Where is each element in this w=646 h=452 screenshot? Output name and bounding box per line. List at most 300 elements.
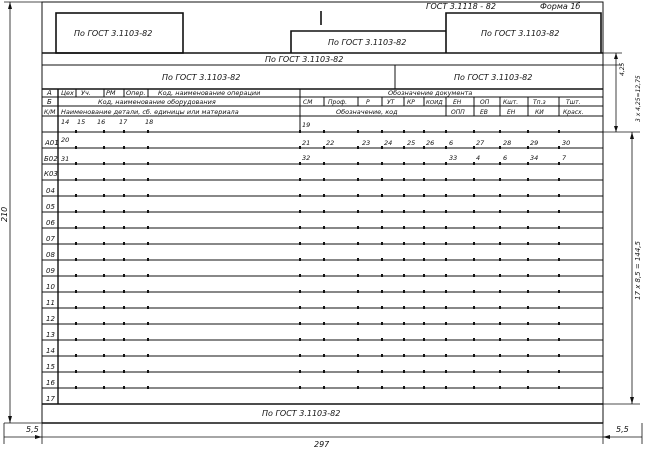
column-tick — [403, 274, 405, 277]
col-prof: Проф. — [328, 99, 348, 106]
column-tick — [147, 274, 149, 277]
column-tick — [423, 338, 425, 341]
column-tick — [558, 194, 560, 197]
column-tick — [423, 290, 425, 293]
dim-width: 297 — [314, 440, 330, 449]
column-tick — [558, 306, 560, 309]
column-tick — [357, 226, 359, 229]
column-tick — [323, 162, 325, 165]
column-tick — [357, 162, 359, 165]
column-tick — [558, 370, 560, 373]
column-tick — [123, 226, 125, 229]
column-tick — [103, 338, 105, 341]
column-tick — [445, 178, 447, 181]
column-tick — [403, 386, 405, 389]
column-tick — [75, 162, 77, 165]
column-tick — [499, 354, 501, 357]
column-tick — [473, 370, 475, 373]
column-tick — [75, 210, 77, 213]
column-tick — [473, 258, 475, 261]
column-tick — [381, 194, 383, 197]
column-tick — [323, 386, 325, 389]
column-tick — [445, 290, 447, 293]
column-tick — [473, 178, 475, 181]
column-tick — [357, 178, 359, 181]
row02-n29: 29 — [530, 139, 539, 147]
column-tick — [357, 306, 359, 309]
row01-n19: 19 — [302, 121, 311, 129]
column-tick — [499, 322, 501, 325]
column-tick — [75, 354, 77, 357]
column-tick — [299, 338, 301, 341]
column-tick — [147, 322, 149, 325]
column-tick — [299, 274, 301, 277]
col-r: Р — [366, 99, 370, 106]
column-tick — [499, 274, 501, 277]
row01-n15: 15 — [77, 118, 86, 126]
column-tick — [357, 242, 359, 245]
col-oboznach-doc: Обозначение документа — [388, 89, 473, 97]
column-tick — [381, 258, 383, 261]
column-tick — [147, 162, 149, 165]
col-kod-oper: Код, наименование операции — [158, 89, 261, 97]
column-tick — [473, 386, 475, 389]
column-tick — [103, 290, 105, 293]
col-en: ЕН — [453, 99, 462, 106]
col-naim: Наименование детали, сб. единицы или материала — [61, 108, 239, 116]
column-tick — [499, 210, 501, 213]
column-tick — [499, 258, 501, 261]
column-tick — [123, 178, 125, 181]
row01-n16: 16 — [97, 118, 106, 126]
column-tick — [357, 338, 359, 341]
column-tick — [558, 354, 560, 357]
column-tick — [381, 162, 383, 165]
column-tick — [403, 338, 405, 341]
column-tick — [473, 338, 475, 341]
column-tick — [473, 210, 475, 213]
column-tick — [103, 146, 105, 149]
column-tick — [123, 162, 125, 165]
line-number: 10 — [46, 283, 55, 291]
column-tick — [403, 242, 405, 245]
dim-left-margin: 5,5 — [26, 425, 39, 434]
dimension-arrows — [8, 2, 634, 439]
column-tick — [123, 354, 125, 357]
column-tick — [499, 130, 501, 133]
column-tick — [381, 338, 383, 341]
column-tick — [403, 162, 405, 165]
column-tick — [147, 370, 149, 373]
column-tick — [403, 322, 405, 325]
column-tick — [499, 290, 501, 293]
column-tick — [499, 226, 501, 229]
column-tick — [423, 226, 425, 229]
column-tick — [499, 178, 501, 181]
column-tick — [103, 130, 105, 133]
column-tick — [147, 146, 149, 149]
column-tick — [527, 370, 529, 373]
column-tick — [123, 322, 125, 325]
column-tick — [323, 274, 325, 277]
column-tick — [323, 290, 325, 293]
column-tick — [75, 370, 77, 373]
column-tick — [473, 354, 475, 357]
column-tick — [527, 354, 529, 357]
column-tick — [323, 242, 325, 245]
column-tick — [147, 226, 149, 229]
column-tick — [75, 130, 77, 133]
column-tick — [558, 146, 560, 149]
column-tick — [75, 290, 77, 293]
column-tick — [423, 194, 425, 197]
row02-n27: 27 — [476, 139, 485, 147]
column-tick — [527, 194, 529, 197]
forma-label: Форма 1б — [540, 2, 581, 11]
column-tick — [527, 130, 529, 133]
row02-n6: 6 — [449, 139, 454, 147]
column-tick — [147, 386, 149, 389]
column-tick — [445, 386, 447, 389]
column-tick — [147, 178, 149, 181]
column-tick — [423, 242, 425, 245]
column-tick — [445, 194, 447, 197]
row03-n34: 34 — [530, 154, 539, 162]
col-ut: УТ — [387, 99, 395, 106]
column-tick — [123, 306, 125, 309]
column-tick — [381, 354, 383, 357]
column-tick — [445, 354, 447, 357]
line-number: 11 — [46, 299, 55, 307]
column-tick — [499, 386, 501, 389]
column-tick — [299, 130, 301, 133]
column-tick — [357, 258, 359, 261]
column-tick — [527, 386, 529, 389]
band-right-label: По ГОСТ 3.1103-82 — [454, 73, 533, 82]
column-tick — [323, 194, 325, 197]
col-opp: ОПП — [451, 109, 465, 116]
column-tick — [123, 386, 125, 389]
column-tick — [381, 386, 383, 389]
row02-n25: 25 — [407, 139, 416, 147]
column-tick — [558, 386, 560, 389]
row-km-label: К/М — [44, 109, 56, 116]
column-tick — [403, 178, 405, 181]
dim-rows-side: 17 х 8,5 = 144,5 — [634, 241, 642, 300]
line-number: 04 — [46, 187, 55, 195]
column-tick — [381, 306, 383, 309]
column-tick — [423, 146, 425, 149]
column-tick — [527, 242, 529, 245]
column-tick — [299, 146, 301, 149]
column-tick — [423, 130, 425, 133]
column-tick — [403, 354, 405, 357]
column-tick — [299, 386, 301, 389]
footer-label: По ГОСТ 3.1103-82 — [262, 409, 341, 418]
row02-n22: 22 — [326, 139, 335, 147]
row-a-label: А — [47, 89, 52, 97]
row02-n30: 30 — [562, 139, 571, 147]
column-tick — [473, 274, 475, 277]
row02-n21: 21 — [302, 139, 311, 147]
line-number: 15 — [46, 363, 55, 371]
column-tick — [423, 386, 425, 389]
line-number: 14 — [46, 347, 55, 355]
col-tpz: Тп.з — [533, 99, 546, 106]
col-koid: КОИД — [426, 100, 443, 106]
column-tick — [403, 130, 405, 133]
table-body-lines — [42, 132, 603, 404]
column-tick — [323, 210, 325, 213]
column-tick — [75, 322, 77, 325]
column-tick — [299, 194, 301, 197]
column-tick — [499, 306, 501, 309]
column-tick — [357, 370, 359, 373]
column-tick — [75, 194, 77, 197]
column-tick — [499, 338, 501, 341]
column-tick — [445, 258, 447, 261]
column-tick — [123, 210, 125, 213]
column-tick — [299, 162, 301, 165]
row02-n26: 26 — [426, 139, 435, 147]
column-tick — [123, 338, 125, 341]
column-tick — [473, 290, 475, 293]
column-tick — [403, 306, 405, 309]
column-tick — [473, 146, 475, 149]
column-tick — [103, 322, 105, 325]
column-tick — [473, 322, 475, 325]
column-tick — [499, 162, 501, 165]
column-tick — [103, 370, 105, 373]
column-tick — [299, 306, 301, 309]
col-ceh: Цех — [61, 89, 74, 97]
column-tick — [527, 338, 529, 341]
column-tick — [123, 274, 125, 277]
column-tick — [527, 146, 529, 149]
column-tick — [323, 226, 325, 229]
col-uch: Уч. — [81, 89, 91, 97]
column-tick — [299, 210, 301, 213]
col-ki: КИ — [535, 109, 544, 116]
column-tick — [357, 274, 359, 277]
column-tick — [527, 258, 529, 261]
column-tick — [527, 210, 529, 213]
column-tick — [558, 130, 560, 133]
column-tick — [103, 162, 105, 165]
column-tick — [123, 130, 125, 133]
column-tick — [499, 242, 501, 245]
column-tick — [123, 194, 125, 197]
column-tick — [423, 162, 425, 165]
table-grid — [42, 89, 603, 404]
col-oboznach-kod: Обозначение, код — [336, 108, 398, 116]
gost-title: ГОСТ 3.1118 - 82 — [426, 2, 496, 11]
column-tick — [445, 274, 447, 277]
column-tick — [445, 210, 447, 213]
column-tick — [403, 194, 405, 197]
column-tick — [445, 130, 447, 133]
column-tick — [558, 290, 560, 293]
col-kod-obor: Код, наименование оборудования — [98, 98, 216, 106]
row02-n23: 23 — [362, 139, 371, 147]
dim-height: 210 — [0, 206, 9, 222]
row-b-label: Б — [47, 98, 52, 106]
col-tsht: Тшт. — [566, 99, 581, 106]
column-tick — [147, 210, 149, 213]
column-tick — [147, 258, 149, 261]
column-tick — [558, 338, 560, 341]
row03-n33: 33 — [449, 154, 458, 162]
column-tick — [299, 354, 301, 357]
column-tick — [527, 290, 529, 293]
column-tick — [445, 322, 447, 325]
row01-n18: 18 — [145, 118, 154, 126]
column-tick — [147, 130, 149, 133]
column-tick — [103, 194, 105, 197]
col-krash: Красх. — [563, 109, 584, 116]
dim-top-a: 4,25 — [619, 62, 626, 76]
column-tick — [147, 194, 149, 197]
column-tick — [75, 226, 77, 229]
column-tick — [445, 242, 447, 245]
column-tick — [75, 338, 77, 341]
column-tick — [299, 258, 301, 261]
line-number: 05 — [46, 203, 55, 211]
column-tick — [527, 306, 529, 309]
column-tick — [527, 226, 529, 229]
column-tick — [299, 242, 301, 245]
column-tick — [147, 354, 149, 357]
column-tick — [147, 242, 149, 245]
box-middle-label: По ГОСТ 3.1103-82 — [328, 38, 407, 47]
column-tick — [403, 210, 405, 213]
column-tick — [423, 178, 425, 181]
column-tick — [357, 354, 359, 357]
column-tick — [299, 178, 301, 181]
row03-n4: 4 — [476, 154, 481, 162]
column-tick — [558, 226, 560, 229]
column-tick — [103, 306, 105, 309]
column-tick — [75, 178, 77, 181]
column-tick — [147, 338, 149, 341]
column-tick — [323, 146, 325, 149]
column-tick — [357, 210, 359, 213]
row02-n24: 24 — [384, 139, 393, 147]
column-tick — [423, 322, 425, 325]
column-tick — [103, 386, 105, 389]
line-number: 16 — [46, 379, 55, 387]
column-tick — [527, 322, 529, 325]
dim-right-margin: 5,5 — [616, 425, 629, 434]
column-tick — [558, 242, 560, 245]
column-tick — [103, 274, 105, 277]
column-tick — [381, 242, 383, 245]
col-kr: КР — [407, 99, 415, 106]
column-tick — [381, 274, 383, 277]
column-tick — [381, 322, 383, 325]
column-tick — [445, 162, 447, 165]
column-tick — [357, 386, 359, 389]
column-tick — [381, 226, 383, 229]
column-tick — [473, 130, 475, 133]
line-number: 17 — [46, 395, 55, 403]
column-tick — [423, 370, 425, 373]
column-tick — [499, 194, 501, 197]
column-tick — [357, 194, 359, 197]
column-tick — [323, 370, 325, 373]
column-tick — [423, 210, 425, 213]
box-right-label: По ГОСТ 3.1103-82 — [481, 29, 560, 38]
column-tick — [323, 354, 325, 357]
column-tick — [445, 226, 447, 229]
column-tick — [473, 194, 475, 197]
column-tick — [123, 370, 125, 373]
column-tick — [323, 306, 325, 309]
column-tick — [499, 146, 501, 149]
column-tick — [103, 242, 105, 245]
column-tick — [323, 178, 325, 181]
column-tick — [381, 146, 383, 149]
row02-n20: 20 — [61, 136, 70, 144]
column-tick — [423, 354, 425, 357]
line-number: 13 — [46, 331, 55, 339]
column-tick — [357, 322, 359, 325]
column-tick — [103, 210, 105, 213]
column-tick — [473, 162, 475, 165]
col-op: ОП — [480, 99, 490, 106]
column-tick — [381, 178, 383, 181]
col-en2: ЕН — [507, 109, 516, 116]
column-tick — [357, 130, 359, 133]
column-tick — [403, 258, 405, 261]
column-tick — [558, 178, 560, 181]
column-tick — [323, 338, 325, 341]
col-ksht: Кшт. — [503, 99, 519, 106]
row02-n28: 28 — [503, 139, 512, 147]
column-tick — [473, 226, 475, 229]
column-tick — [123, 146, 125, 149]
row03-n6: 6 — [503, 154, 508, 162]
line-number: 12 — [46, 315, 55, 323]
column-tick — [558, 274, 560, 277]
dim-top-b: 3 х 4,25=12,75 — [635, 75, 642, 122]
column-tick — [323, 258, 325, 261]
column-tick — [558, 258, 560, 261]
column-tick — [445, 370, 447, 373]
row01-label: А01 — [45, 139, 59, 147]
col-oper: Опер. — [126, 89, 146, 97]
line-number: 09 — [46, 267, 55, 275]
col-rm: РМ — [106, 89, 116, 97]
column-tick — [147, 290, 149, 293]
column-tick — [403, 146, 405, 149]
column-tick — [299, 226, 301, 229]
column-tick — [403, 226, 405, 229]
column-tick — [558, 210, 560, 213]
column-tick — [403, 370, 405, 373]
row03-n32: 32 — [302, 154, 311, 162]
column-tick — [403, 290, 405, 293]
row01-n14: 14 — [61, 118, 70, 126]
box-left-label: По ГОСТ 3.1103-82 — [74, 29, 153, 38]
column-tick — [445, 306, 447, 309]
band-left-label: По ГОСТ 3.1103-82 — [162, 73, 241, 82]
column-tick — [75, 386, 77, 389]
col-ev: ЕВ — [480, 109, 488, 116]
column-tick — [75, 242, 77, 245]
column-tick — [423, 258, 425, 261]
column-tick — [445, 146, 447, 149]
